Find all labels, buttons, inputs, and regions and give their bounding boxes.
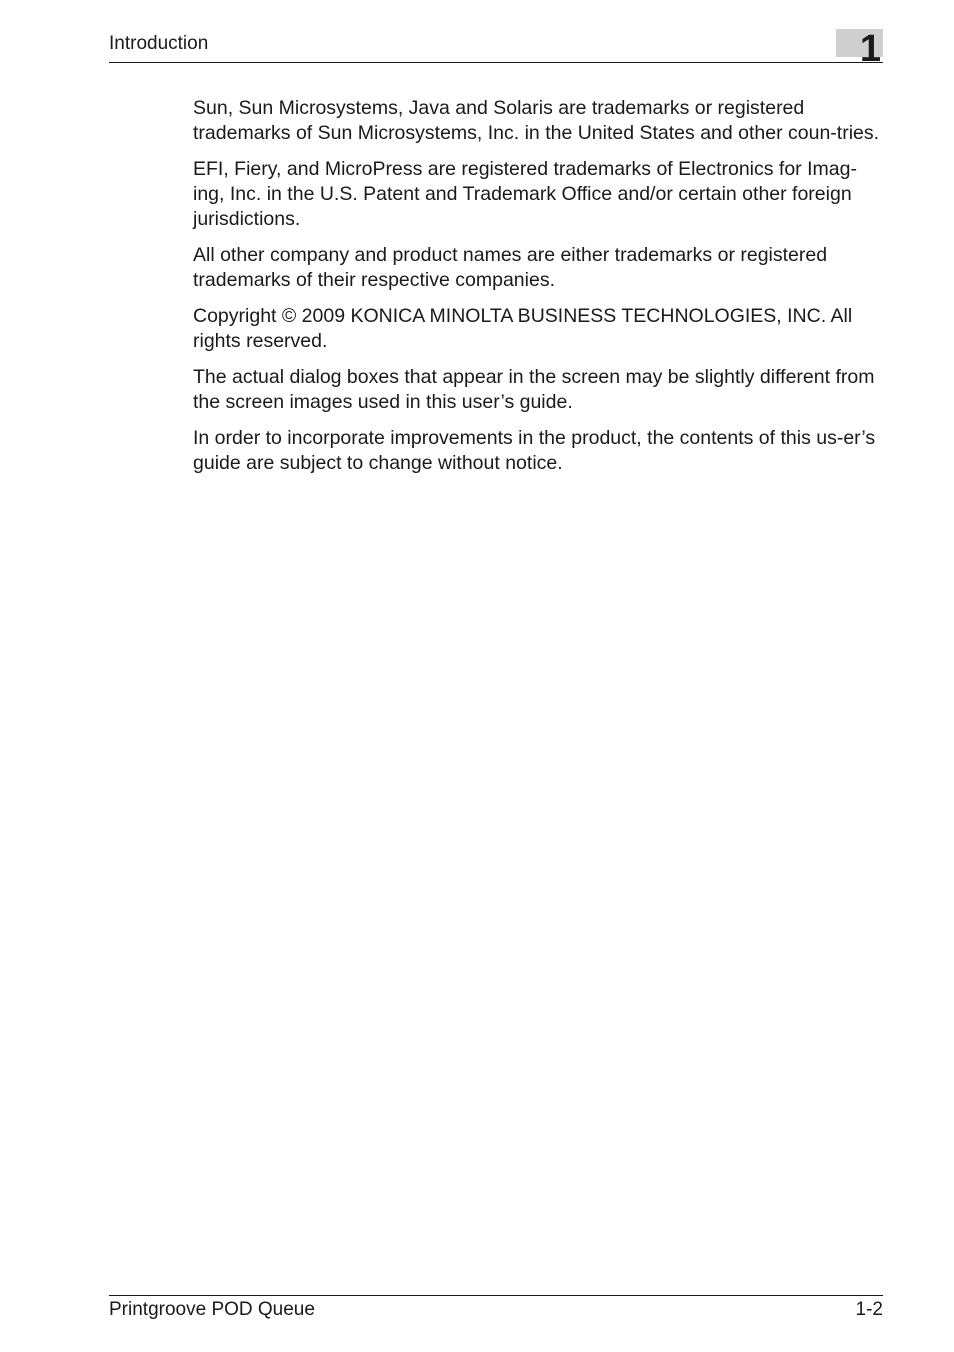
chapter-tab bbox=[836, 28, 883, 70]
paragraph-trademark-efi: EFI, Fiery, and MicroPress are registered trademarks of Electronics for Imag-ing, Inc. in the U.S. Patent and Trademark Office and/or certain other foreign jurisdictions. bbox=[193, 158, 857, 230]
header-divider bbox=[109, 62, 883, 63]
page-number: 1-2 bbox=[855, 1299, 883, 1320]
paragraph-change-notice: In order to incorporate improvements in the product, the contents of this us-er’s guide are subject to change without notice. bbox=[193, 427, 876, 474]
paragraph-dialog-note: The actual dialog boxes that appear in the screen may be slightly different from the screen images used in this user’s guide. bbox=[193, 366, 875, 413]
chapter-number: 1 bbox=[859, 28, 881, 70]
section-title: Introduction bbox=[109, 33, 209, 54]
document-title: Printgroove POD Queue bbox=[109, 1299, 315, 1320]
paragraph-trademark-other: All other company and product names are either trademarks or registered trademarks of their respective companies. bbox=[193, 244, 828, 291]
paragraph-copyright: Copyright © 2009 KONICA MINOLTA BUSINESS TECHNOLOGIES, INC. All rights reserved. bbox=[193, 305, 853, 352]
body-text bbox=[193, 96, 883, 487]
footer-divider bbox=[109, 1295, 883, 1296]
paragraph-trademark-sun: Sun, Sun Microsystems, Java and Solaris are trademarks or registered trademarks of Sun Microsystems, Inc. in the United States and other coun-tries. bbox=[193, 97, 880, 144]
